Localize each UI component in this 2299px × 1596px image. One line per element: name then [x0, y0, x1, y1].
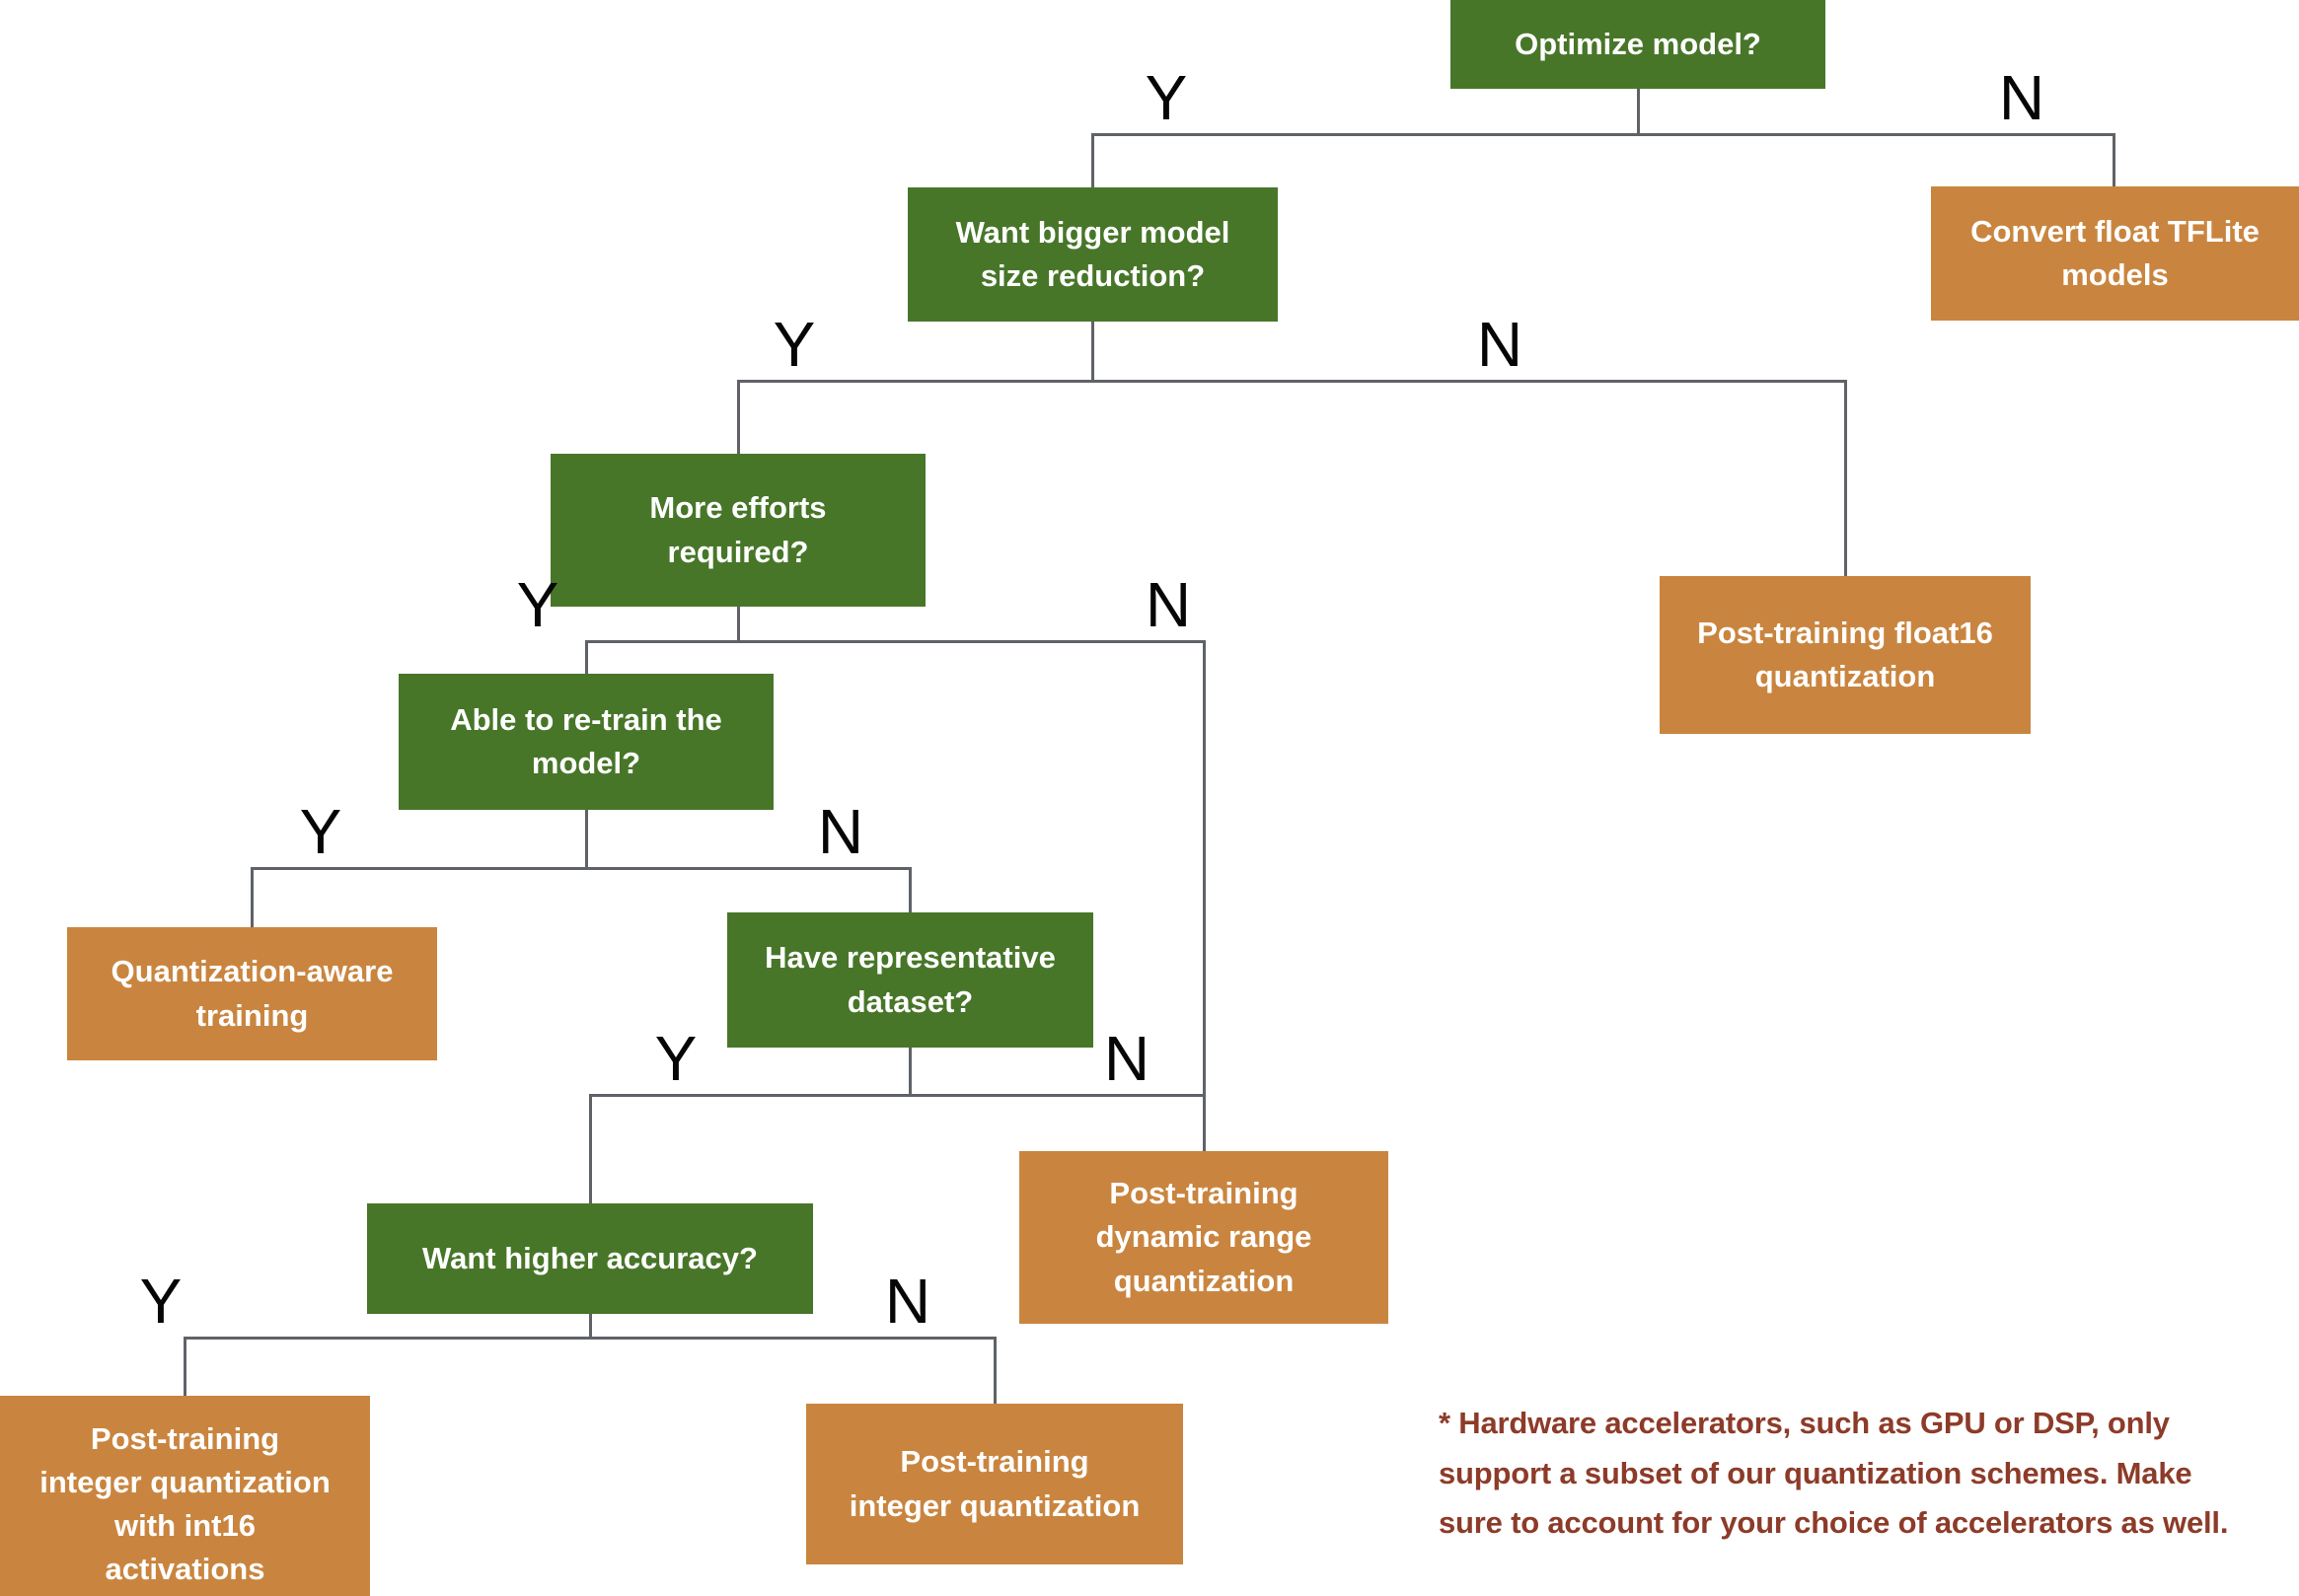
connector-line: [1203, 640, 1206, 1153]
node-label-line: Able to re-train the: [450, 701, 722, 737]
connector-line: [737, 606, 740, 643]
connector-line: [994, 1337, 997, 1406]
decision-want-higher-accuracy: [367, 1203, 813, 1314]
connector-line: [585, 640, 588, 676]
node-label-line: More efforts: [649, 490, 827, 526]
node-label-line: dataset?: [847, 983, 974, 1019]
decision-have-representative-dataset: [727, 912, 1093, 1048]
branch-label-want-bigger-y: Y: [773, 309, 816, 380]
branch-label-able-retrain-y: Y: [299, 796, 342, 867]
node-label-line: Post-training float16: [1697, 615, 1993, 650]
node-label-line: quantization: [1754, 659, 1936, 693]
connector-line: [2113, 133, 2115, 188]
outcome-quantization-aware-training: [67, 927, 437, 1060]
node-label-line: Want bigger model: [955, 214, 1230, 250]
node-label-line: activations: [105, 1552, 265, 1587]
branch-label-want-accuracy-y: Y: [139, 1266, 183, 1337]
branch-label-have-dataset-y: Y: [654, 1023, 698, 1094]
connector-line: [909, 1047, 912, 1097]
node-label-line: Want higher accuracy?: [422, 1240, 758, 1275]
node-label-line: integer quantization: [39, 1464, 331, 1499]
connector-line: [589, 1313, 592, 1340]
connector-line: [1637, 88, 1640, 136]
connector-line: [585, 809, 588, 870]
branch-label-able-retrain-n: N: [817, 796, 864, 867]
connector-line: [585, 640, 1206, 643]
outcome-post-training-dynamic-range: [1019, 1151, 1388, 1324]
outcome-post-training-integer: [806, 1404, 1183, 1564]
connector-line: [184, 1337, 997, 1340]
footnote-line: support a subset of our quantization schemes. Make: [1439, 1455, 2192, 1490]
node-label-line: Post-training: [900, 1444, 1089, 1480]
branch-label-more-efforts-y: Y: [516, 569, 559, 640]
node-label-line: quantization: [1113, 1263, 1295, 1298]
branch-label-want-bigger-n: N: [1476, 309, 1523, 380]
connector-line: [737, 380, 740, 456]
node-label-line: Optimize model?: [1515, 26, 1761, 61]
node-label-line: with int16: [114, 1508, 256, 1543]
branch-label-have-dataset-n: N: [1103, 1023, 1150, 1094]
branch-label-optimize-y: Y: [1145, 62, 1188, 133]
connector-line: [184, 1337, 186, 1398]
connector-line: [251, 867, 912, 870]
connector-line: [1091, 133, 1094, 189]
node-label-line: Quantization-aware: [111, 954, 394, 989]
connector-line: [251, 867, 254, 929]
connector-line: [737, 380, 1847, 383]
decision-more-efforts: [551, 454, 926, 607]
decision-optimize-model: [1450, 0, 1825, 89]
node-label-line: Convert float TFLite: [1970, 213, 2260, 249]
connector-line: [589, 1094, 592, 1205]
outcome-convert-float-tflite: [1931, 186, 2299, 321]
connector-line: [1091, 321, 1094, 383]
node-label-line: integer quantization: [849, 1487, 1141, 1523]
connector-line: [1091, 133, 2115, 136]
branch-label-more-efforts-n: N: [1145, 569, 1192, 640]
decision-able-to-retrain: [399, 674, 774, 810]
node-label-line: size reduction?: [980, 258, 1206, 293]
footnote: [1439, 1399, 2299, 1549]
connector-line: [909, 867, 912, 914]
node-label-line: required?: [667, 534, 809, 569]
node-label-line: Post-training: [1109, 1176, 1298, 1211]
footnote-line: * Hardware accelerators, such as GPU or DSP, only: [1439, 1406, 2170, 1440]
node-label-line: Have representative: [765, 940, 1056, 976]
node-label-line: model?: [531, 746, 641, 780]
branch-label-want-accuracy-n: N: [884, 1266, 931, 1337]
decision-want-bigger-reduction: [908, 187, 1278, 322]
node-label-line: Post-training: [90, 1420, 280, 1456]
outcome-post-training-float16: [1660, 576, 2031, 734]
node-label-line: models: [2061, 257, 2169, 292]
node-label-line: dynamic range: [1095, 1219, 1312, 1255]
footnote-line: sure to account for your choice of accelerators as well.: [1439, 1505, 2229, 1541]
node-label-line: training: [195, 997, 309, 1033]
outcome-post-training-int16: [0, 1396, 370, 1596]
branch-label-optimize-n: N: [1998, 62, 2045, 133]
connector-line: [1844, 380, 1847, 578]
